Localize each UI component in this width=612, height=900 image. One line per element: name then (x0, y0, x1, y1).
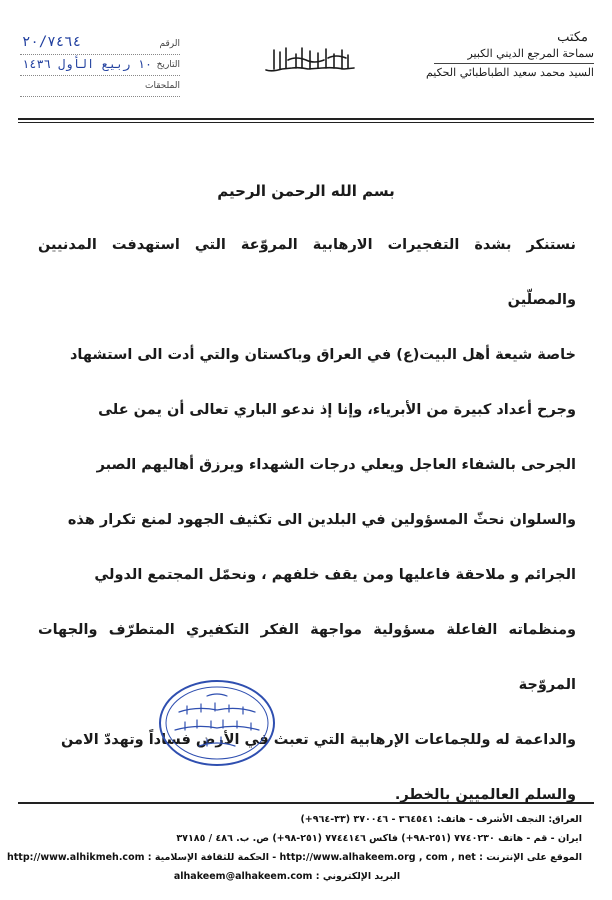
office-title: مكتب (557, 30, 588, 45)
ref-date-row (20, 57, 180, 76)
header-divider-thin (18, 122, 594, 123)
body-line: الجرائم و ملاحقة فاعليها ومن يقف خلفهم ، ونحمّل المجتمع الدولي (94, 567, 576, 583)
office-line-2: السيد محمد سعيد الطباطبائي الحكيم (425, 66, 594, 79)
ref-attachments-row (20, 78, 180, 97)
body-line: نستنكر بشدة التفجيرات الارهابية المروّعة التي استهدفت المدنيين والمصلّين (38, 237, 576, 308)
ref-date-value: ١٠ ربيع الأول ١٤٣٦ (22, 57, 153, 71)
ref-attachments-label: الملحقات (144, 81, 180, 91)
body-line: ومنظماته الفاعلة مسؤولية مواجهة الفكر التكفيري المتطرّف والجهات المروّجة (38, 622, 576, 693)
body-line: والسلم العالميين بالخطر. (394, 787, 576, 803)
ref-date-label: التاريخ (156, 60, 180, 70)
official-stamp (157, 678, 277, 768)
ref-number-value: ٢٠/٧٤٦٤ (22, 34, 82, 50)
body-line: الجرحى بالشفاء العاجل ويعلي درجات الشهداء ويرزق أهاليهم الصبر (96, 457, 576, 473)
letter-footer (7, 810, 582, 886)
office-letterhead (425, 30, 594, 80)
body-line: والسلوان نحثّ المسؤولين في البلدين الى تكثيف الجهود لمنع تكرار هذه (67, 512, 576, 528)
body-basmala: بسم الله الرحمن الرحيم (217, 182, 395, 200)
office-divider (434, 63, 594, 64)
footer-iran-contact: ايران - قم - هاتف ٧٧٤٠٢٣٠ (٢٥١-٩٨+) فاكس ٧٧٤٤١٤٦ (٢٥١-٩٨+) ص. ب. ٤٨٦ / ٣٧١٨٥ (176, 833, 582, 844)
body-line: خاصة شيعة أهل البيت(ع) في العراق وباكستان والتي أدت الى استشهاد (69, 347, 576, 363)
office-line-1: سماحة المرجع الديني الكبير (467, 47, 594, 60)
statement-body (38, 218, 576, 823)
ref-number-row (20, 36, 180, 55)
ref-number-label: الرقم (159, 39, 180, 49)
basmala-calligraphy-logo (262, 42, 358, 78)
body-line: والداعمة له وللجماعات الإرهابية التي تعبث في الأرض فساداً وتهددّ الامن (60, 732, 576, 748)
footer-websites: الموقع على الإنترنت : http://www.alhakeem.org , com , net - الحكمة للثقافة الإسلامية : http://www.alhikmeh.com (7, 852, 582, 863)
reference-block (20, 36, 180, 99)
footer-divider (18, 802, 594, 804)
body-line: وجرح أعداد كبيرة من الأبرياء، وإنا إذ ندعو الباري تعالى أن يمن على (98, 402, 576, 418)
header-divider (18, 118, 594, 120)
footer-email: البريد الإلكتروني : alhakeem@alhakeem.com (173, 871, 401, 882)
footer-iraq-contact: العراق: النجف الأشرف - هاتف: ٣٦٤٥٤١ - ٣٧٠٠٤٦ (٣٣-٩٦٤+) (300, 814, 582, 825)
